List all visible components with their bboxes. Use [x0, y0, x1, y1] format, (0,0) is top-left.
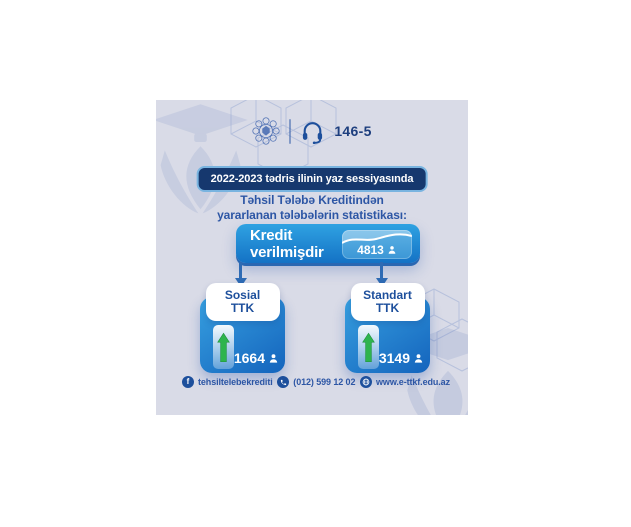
card-label-line1: Standart — [363, 288, 412, 302]
trend-bar — [213, 325, 234, 369]
footer-facebook — [182, 376, 273, 388]
card-standart-ttk-label — [351, 283, 425, 321]
globe-icon — [360, 376, 372, 388]
person-icon — [413, 353, 424, 364]
card-label-line2: TTK — [230, 301, 255, 315]
person-icon — [268, 353, 279, 364]
footer-contacts — [156, 372, 468, 392]
total-credit-label — [250, 227, 324, 261]
header-divider — [289, 119, 291, 144]
website-url: www.e-ttkf.edu.az — [376, 377, 450, 387]
total-value-chip — [342, 230, 412, 259]
card-sosial-ttk-label — [206, 283, 280, 321]
card-label-line2: TTK — [375, 301, 400, 315]
card-sosial-ttk-value — [234, 350, 279, 366]
title-badge: 2022-2023 tədris ilinin yaz sessiyasında — [197, 166, 428, 192]
headset-icon — [300, 119, 325, 144]
card-value-number: 3149 — [378, 350, 410, 366]
infographic-panel — [156, 100, 468, 415]
person-icon — [387, 245, 397, 255]
card-standart-ttk-value — [379, 350, 424, 366]
phone-icon — [277, 376, 289, 388]
total-value — [342, 243, 412, 257]
connector-left — [239, 262, 242, 279]
total-credit-label-line2: verilmişdir — [250, 244, 324, 261]
facebook-handle: tehsiltelebekrediti — [198, 377, 273, 387]
subtitle-line-2: yararlanan tələbələrin statistikası: — [217, 208, 407, 222]
header — [156, 117, 468, 145]
up-arrow-icon — [217, 332, 230, 363]
trend-bar — [358, 325, 379, 369]
subtitle-line-1: Təhsil Tələbə Kreditindən — [240, 193, 384, 207]
up-arrow-icon — [362, 332, 375, 363]
footer-phone — [277, 376, 355, 388]
card-sosial-ttk — [200, 288, 285, 373]
phone-number: (012) 599 12 02 — [293, 377, 356, 387]
card-value-number: 1664 — [233, 350, 265, 366]
total-credit-label-line1: Kredit — [250, 227, 293, 244]
card-label-line1: Sosial — [224, 288, 261, 302]
facebook-icon: f — [182, 376, 194, 388]
hotline-number: 146-5 — [334, 123, 372, 139]
footer-website — [360, 376, 450, 388]
org-emblem-icon — [252, 117, 280, 145]
card-standart-ttk — [345, 288, 430, 373]
total-credit-box — [236, 224, 420, 263]
connector-right — [380, 262, 383, 279]
total-value-number: 4813 — [357, 243, 384, 257]
